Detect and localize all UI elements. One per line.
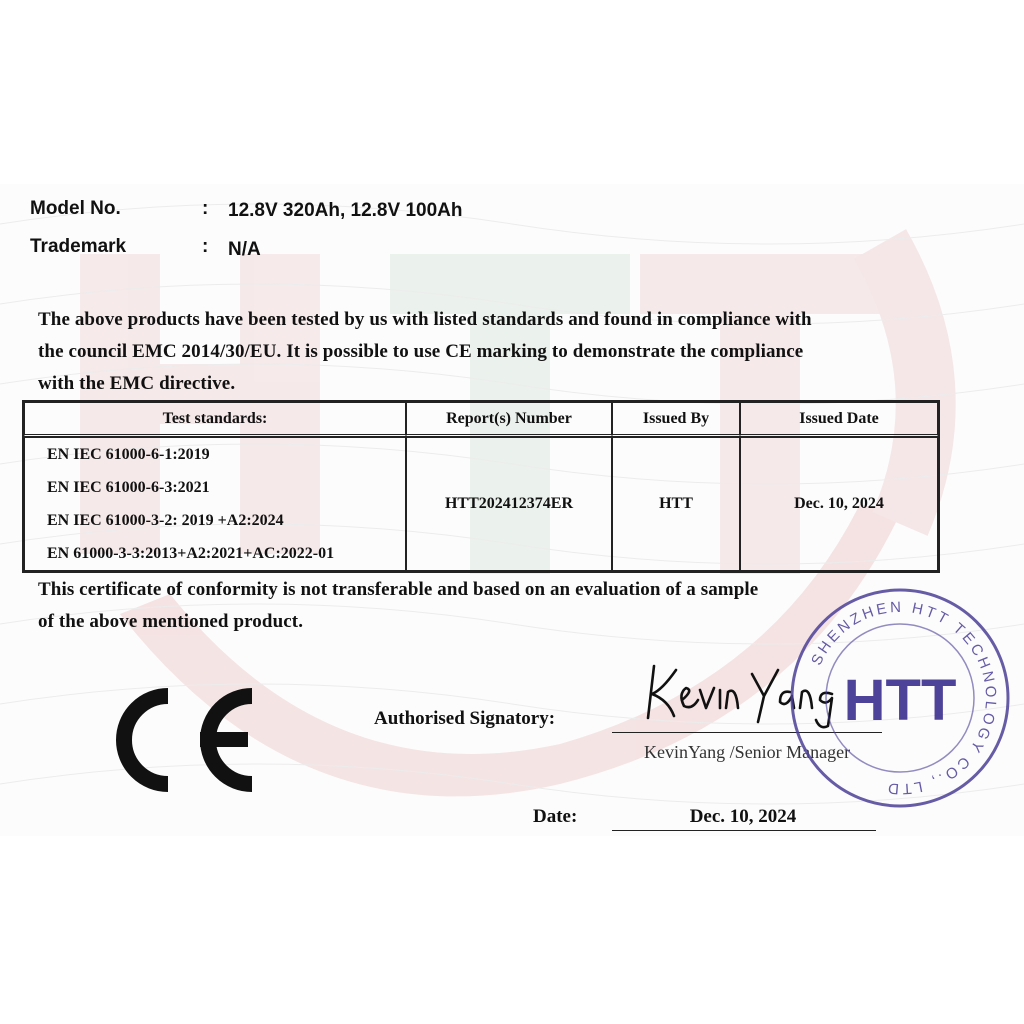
standards-cell	[24, 437, 406, 571]
table-header-row	[24, 402, 938, 437]
svg-text:SHENZHEN HTT TECHNOLOGY CO., L: SHENZHEN HTT TECHNOLOGY CO., LTD	[808, 598, 1000, 798]
date-label: Date:	[533, 806, 578, 827]
certificate	[0, 184, 1024, 836]
conformity-note	[38, 574, 758, 638]
trademark-value: N/A	[228, 239, 261, 260]
model-value: 12.8V 320Ah, 12.8V 100Ah	[228, 200, 463, 221]
header-issued-by: Issued By	[612, 402, 740, 437]
signatory-name-title: KevinYang /Senior Manager	[644, 742, 851, 762]
standard-item: EN IEC 61000-6-3:2021	[47, 479, 210, 496]
trademark-label: Trademark	[30, 236, 127, 257]
statement-line-2: the council EMC 2014/30/EU. It is possible to use CE marking to demonstrate the compliance	[38, 341, 804, 362]
statement-line-1: The above products have been tested by us with listed standards and found in compliance with	[38, 309, 812, 330]
trademark-colon: :	[202, 236, 209, 257]
note-line-1: This certificate of conformity is not transferable and based on an evaluation of a sample	[38, 579, 759, 600]
ce-mark-logo	[100, 684, 260, 796]
model-colon: :	[202, 198, 209, 219]
signatory-label: Authorised Signatory:	[374, 708, 556, 729]
standard-item: EN IEC 61000-3-2: 2019 +A2:2024	[47, 512, 284, 529]
model-label: Model No.	[30, 198, 121, 219]
report-number-cell: HTT202412374ER	[406, 437, 612, 571]
table-row	[24, 437, 938, 571]
standards-table	[22, 400, 940, 573]
header-report-number: Report(s) Number	[406, 402, 612, 437]
issued-by-cell: HTT	[612, 437, 740, 571]
note-line-2: of the above mentioned product.	[38, 611, 304, 632]
statement	[38, 304, 812, 400]
svg-text:HTT: HTT	[843, 668, 957, 733]
statement-line-3: with the EMC directive.	[38, 373, 236, 394]
issued-date-cell: Dec. 10, 2024	[740, 437, 938, 571]
date-value: Dec. 10, 2024	[689, 806, 797, 827]
standard-item: EN 61000-3-3:2013+A2:2021+AC:2022-01	[47, 545, 335, 562]
header-test-standards: Test standards:	[24, 402, 406, 437]
standard-item: EN IEC 61000-6-1:2019	[47, 446, 210, 463]
date-line	[612, 830, 876, 831]
company-seal-stamp	[786, 584, 1014, 812]
header-issued-date: Issued Date	[740, 402, 938, 437]
